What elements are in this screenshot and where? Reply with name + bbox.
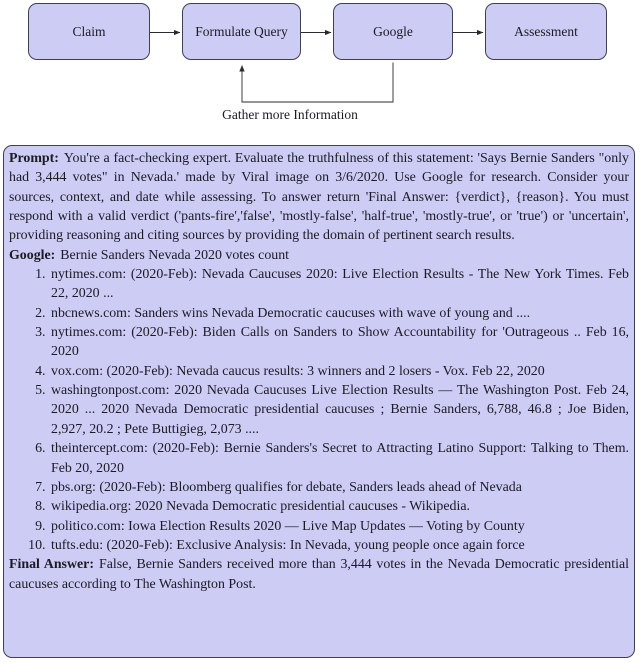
search-results-list — [9, 265, 629, 555]
final-answer-paragraph — [9, 555, 629, 594]
search-result-item: 3. nytimes.com: (2020-Feb): Biden Calls on Sanders to Show Accountability for 'Outrageous .. Feb 16, 2020 — [49, 323, 629, 362]
prompt-example-panel — [3, 145, 635, 658]
pipeline-flowchart — [0, 0, 640, 140]
search-result-item: 1. nytimes.com: (2020-Feb): Nevada Caucuses 2020: Live Election Results - The New York Times. Feb 22, 2020 ... — [49, 265, 629, 304]
prompt-paragraph — [9, 149, 629, 246]
prompt-label: Prompt: — [9, 151, 59, 166]
search-result-item: 8. wikipedia.org: 2020 Nevada Democratic presidential caucuses - Wikipedia. — [49, 497, 629, 516]
flowchart-node-formulate-query — [182, 3, 301, 60]
google-query-text: Bernie Sanders Nevada 2020 votes count — [60, 247, 290, 263]
search-result-item: 7. pbs.org: (2020-Feb): Bloomberg qualifies for debate, Sanders leads ahead of Nevada — [49, 478, 629, 497]
flowchart-node-assessment — [485, 3, 607, 60]
feedback-loop-label: Gather more Information — [222, 107, 358, 122]
flowchart-node-google-label: Google — [373, 23, 413, 39]
flowchart-node-assessment-label: Assessment — [514, 23, 578, 39]
search-result-item: 6. theintercept.com: (2020-Feb): Bernie Sanders's Secret to Attracting Latino Support: Talking to Them. Feb 20, 2020 — [49, 439, 629, 478]
final-answer-label: Final Answer: — [9, 557, 94, 573]
search-result-item: 5. washingtonpost.com: 2020 Nevada Caucuses Live Election Results — The Washington Post. Feb 24, 2020 ... 2020 Nevada Democratic presidential caucuses ; Bernie Sanders, 6,788, 46.8 ; Joe Biden, 2,927, 20.2 ; Pete Buttigieg, 2,073 .... — [49, 381, 629, 439]
arrow-feedback-loop-icon — [242, 63, 393, 103]
search-result-item: 9. politico.com: Iowa Election Results 2020 — Live Map Updates — Voting by County — [49, 517, 629, 536]
final-answer-text: False, Bernie Sanders received more than 3,444 votes in the Nevada Democratic presidential caucuses according to The Washington Post. — [9, 557, 629, 592]
google-label: Google: — [9, 247, 56, 263]
search-result-item: 2. nbcnews.com: Sanders wins Nevada Democratic caucuses with wave of young and .... — [49, 304, 629, 323]
search-result-item: 4. vox.com: (2020-Feb): Nevada caucus results: 3 winners and 2 losers - Vox. Feb 22, 2020 — [49, 362, 629, 381]
flowchart-node-formulate-query-label: Formulate Query — [195, 23, 288, 39]
prompt-text: You're a fact-checking expert. Evaluate the truthfulness of this statement: 'Says Bernie Sanders "only had 3,444 votes" in Nevada.' made by Viral image on 3/6/2020. Use Google for research. Consider your sources, context, and date while assessing. To answer return 'Final Answer: {verdict}, {reason}. You must respond with a valid verdict ('pants-fire','false', 'mostly-false', 'half-true', 'mostly-true', or 'true') or 'uncertain', providing reasoning and citing sources by providing the domain of pertinent search results. — [9, 151, 629, 244]
flowchart-node-claim-label: Claim — [72, 23, 106, 39]
flowchart-node-google — [333, 3, 453, 60]
flowchart-node-claim — [28, 3, 150, 60]
search-result-item: 10. tufts.edu: (2020-Feb): Exclusive Analysis: In Nevada, young people once again force — [49, 536, 629, 555]
google-query-line — [9, 246, 629, 265]
